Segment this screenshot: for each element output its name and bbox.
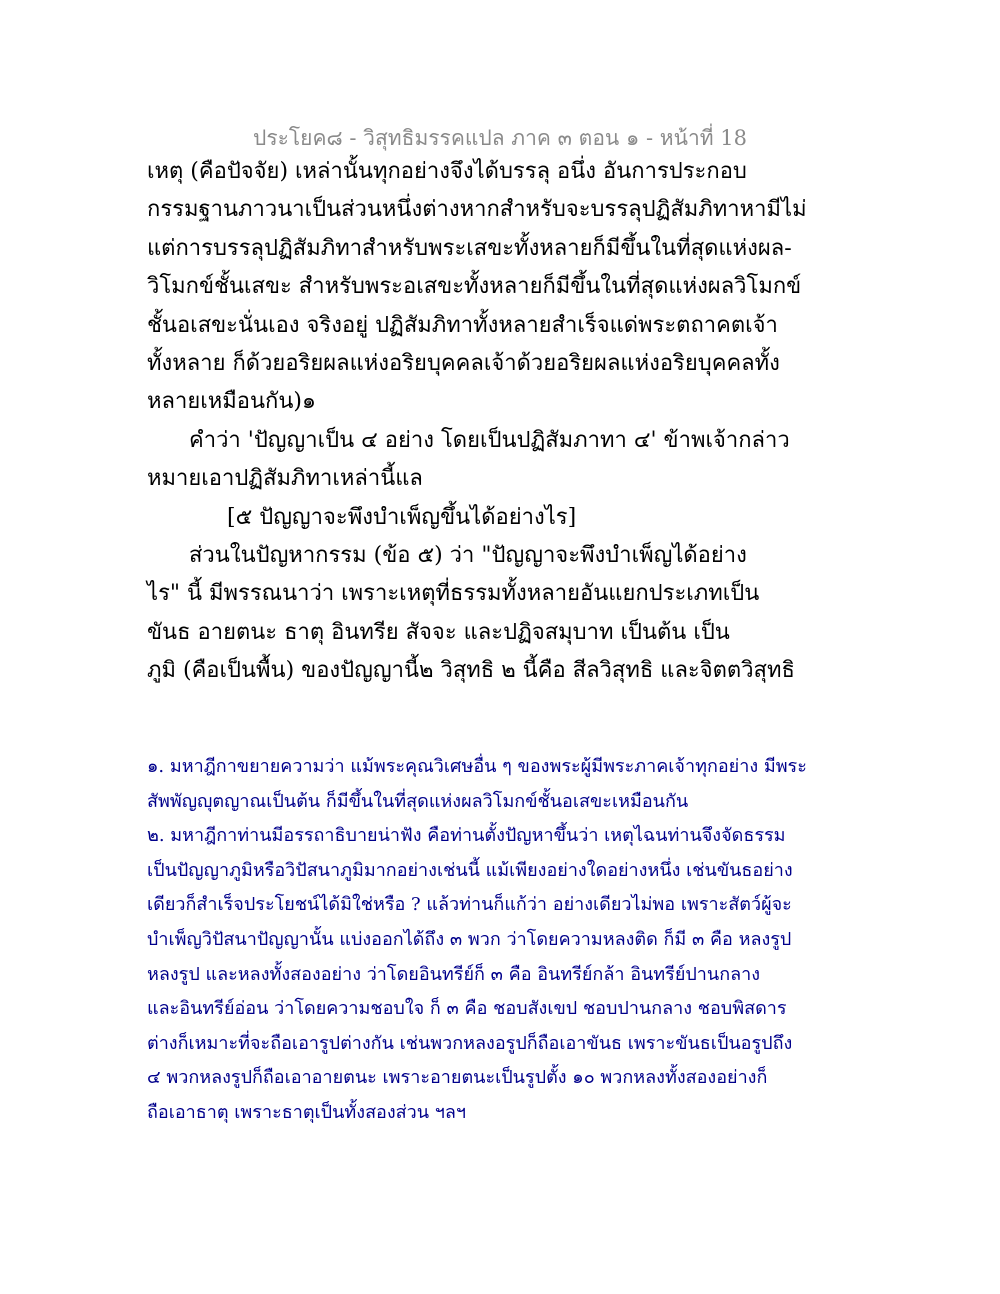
main-text [147, 153, 807, 690]
footnote-line: ๑. มหาฎีกาขยายความว่า แม้พระคุณวิเศษอื่น ๆ ของพระผู้มีพระภาคเจ้าทุกอย่าง มีพระ [147, 756, 807, 777]
footnote-line: และอินทรีย์อ่อน ว่าโดยความชอบใจ ก็ ๓ คือ ชอบสังเขป ชอบปานกลาง ชอบพิสดาร [147, 998, 787, 1020]
footnote-line: หลงรูป และหลงทั้งสองอย่าง ว่าโดยอินทรีย์ก็ ๓ คือ อินทรีย์กล้า อินทรีย์ปานกลาง [147, 963, 761, 985]
body-line: ขันธ อายตนะ ธาตุ อินทรีย สัจจะ และปฏิจสมุบาท เป็นต้น เป็น [147, 619, 730, 645]
footnote-line: เป็นปัญญาภูมิหรือวิปัสนาภูมิมากอย่างเช่นนี้ แม้เพียงอย่างใดอย่างหนึ่ง เช่นขันธอย่าง [147, 859, 793, 881]
body-line: เหตุ (คือปัจจัย) เหล่านั้นทุกอย่างจึงได้บรรลุ อนึ่ง อันการประกอบ [147, 159, 747, 184]
body-line: ส่วนในปัญหากรรม (ข้อ ๕) ว่า "ปัญญาจะพึงบำเพ็ญได้อย่าง [189, 542, 747, 568]
body-line: หมายเอาปฏิสัมภิทาเหล่านี้แล [147, 466, 423, 492]
footnote-line: เดียวก็สำเร็จประโยชน์ได้มิใช่หรือ ? แล้วท่านก็แก้ว่า อย่างเดียวไม่พอ เพราะสัตว์ผู้จะ [147, 894, 792, 916]
footnote-line: บำเพ็ญวิปัสนาปัญญานั้น แบ่งออกได้ถึง ๓ พวก ว่าโดยความหลงติด ก็มี ๓ คือ หลงรูป [147, 928, 792, 950]
footnote-line: ถือเอาธาตุ เพราะธาตุเป็นทั้งสองส่วน ฯลฯ [147, 1101, 467, 1123]
body-line: กรรมฐานภาวนาเป็นส่วนหนึ่งต่างหากสำหรับจะบรรลุปฏิสัมภิทาหามีไม่ [147, 197, 807, 223]
body-line: คำว่า 'ปัญญาเป็น ๔ อย่าง โดยเป็นปฏิสัมภาทา ๔' ข้าพเจ้ากล่าว [189, 427, 790, 453]
body-line: หลายเหมือนกัน)๑ [147, 389, 316, 415]
section-heading: [๕ ปัญญาจะพึงบำเพ็ญขึ้นได้อย่างไร] [227, 504, 577, 530]
footnote-line: ๔ พวกหลงรูปก็ถือเอาอายตนะ เพราะอายตนะเป็นรูปตั้ง ๑๐ พวกหลงทั้งสองอย่างก็ [147, 1067, 768, 1089]
body-line: ภูมิ (คือเป็นพื้น) ของปัญญานี้๒ วิสุทธิ ๒ นี้คือ สีลวิสุทธิ และจิตตวิสุทธิ [147, 658, 795, 684]
page-header: ประโยค๘ - วิสุทธิมรรคแปล ภาค ๓ ตอน ๑ - หน้าที่ 18 [253, 126, 747, 150]
body-line: ไร" นี้ มีพรรณนาว่า เพราะเหตุที่ธรรมทั้งหลายอันแยกประเภทเป็น [147, 581, 760, 607]
footnote-line: สัพพัญญุตญาณเป็นต้น ก็มีขึ้นในที่สุดแห่งผลวิโมกข์ชั้นอเสขะเหมือนกัน [147, 790, 689, 812]
body-line: ชั้นอเสขะนั่นเอง จริงอยู่ ปฏิสัมภิทาทั้งหลายสำเร็จแด่พระตถาคตเจ้า [147, 312, 778, 338]
footnote-line: ๒. มหาฎีกาท่านมีอรรถาธิบายน่าฟัง คือท่านตั้งปัญหาขึ้นว่า เหตุไฉนท่านจึงจัดธรรม [147, 825, 786, 847]
footnote-line: ต่างก็เหมาะที่จะถือเอารูปต่างกัน เช่นพวกหลงอรูปก็ถือเอาขันธ เพราะขันธเป็นอรูปถึง [147, 1032, 793, 1054]
body-line: วิโมกข์ชั้นเสขะ สำหรับพระอเสขะทั้งหลายก็มีขึ้นในที่สุดแห่งผลวิโมกข์ [147, 274, 802, 300]
footnotes [147, 750, 827, 1131]
body-line: แต่การบรรลุปฏิสัมภิทาสำหรับพระเสขะทั้งหลายก็มีขึ้นในที่สุดแห่งผล- [147, 235, 792, 261]
body-line: ทั้งหลาย ก็ด้วยอริยผลแห่งอริยบุคคลเจ้าด้วยอริยผลแห่งอริยบุคคลทั้ง [147, 350, 780, 376]
